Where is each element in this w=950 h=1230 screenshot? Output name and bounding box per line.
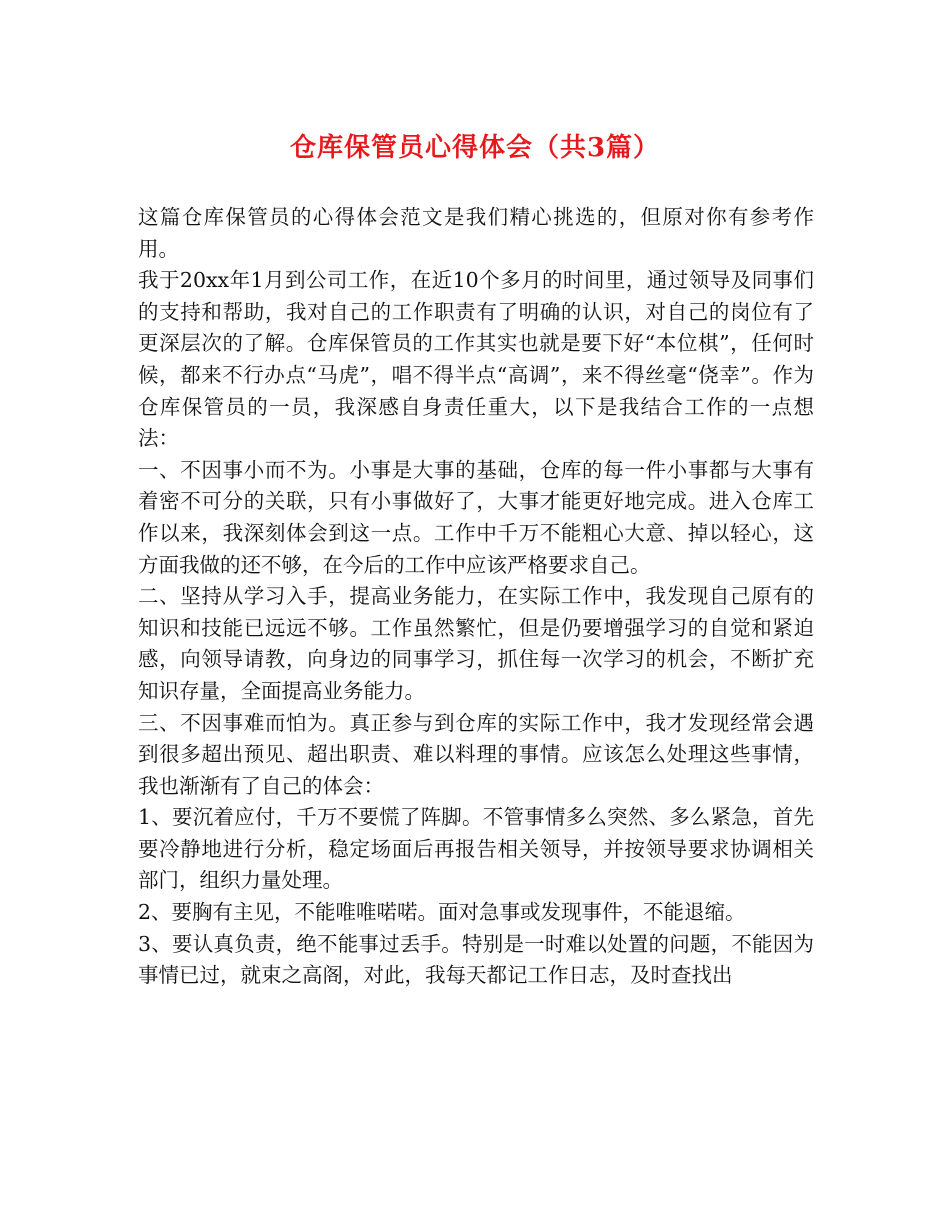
paragraph-sub-three: 3、要认真负责，绝不能事过丢手。特别是一时难以处置的问题，不能因为事情已过，就束之高阁，对此，我每天都记工作日志，及时查找出 [138, 931, 814, 988]
document-title: 仓库保管员心得体会（共3篇） [289, 133, 661, 163]
paragraph-intro: 这篇仓库保管员的心得体会范文是我们精心挑选的，但原对你有参考作用。 [138, 205, 814, 261]
paragraph-background: 我于20xx年1月到公司工作，在近10个多月的时间里，通过领导及同事们的支持和帮助，我对自己的工作职责有了明确的认识，对自己的岗位有了更深层次的了解。仓库保管员的工作其实也就是要下好“本位棋”，任何时候，都来不行办点“马虎”，唱不得半点“高调”，来不得丝毫“侥幸”。作为仓库保管员的一员，我深感自身责任重大，以下是我结合工作的一点想法： [138, 268, 814, 451]
paragraph-point-one: 一、不因事小而不为。小事是大事的基础，仓库的每一件小事都与大事有着密不可分的关联，只有小事做好了，大事才能更好地完成。进入仓库工作以来，我深刻体会到这一点。工作中千万不能粗心大意、掉以轻心，这方面我做的还不够，在今后的工作中应该严格要求自己。 [138, 457, 814, 577]
paragraph-sub-two: 2、要胸有主见，不能唯唯喏喏。面对急事或发现事件，不能退缩。 [138, 900, 746, 925]
paragraph-sub-one: 1、要沉着应付，千万不要慌了阵脚。不管事情多么突然、多么紧急，首先要冷静地进行分析，稳定场面后再报告相关领导，并按领导要求协调相关部门，组织力量处理。 [138, 805, 814, 893]
paragraph-point-three: 三、不因事难而怕为。真正参与到仓库的实际工作中，我才发现经常会遇到很多超出预见、超出职责、难以料理的事情。应该怎么处理这些事情，我也渐渐有了自己的体会： [138, 710, 814, 798]
document-body [138, 202, 814, 992]
paragraph-point-two: 二、坚持从学习入手，提高业务能力，在实际工作中，我发现自己原有的知识和技能已远远不够。工作虽然繁忙，但是仍要增强学习的自觉和紧迫感，向领导请教，向身边的同事学习，抓住每一次学习的机会，不断扩充知识存量，全面提高业务能力。 [138, 584, 814, 703]
